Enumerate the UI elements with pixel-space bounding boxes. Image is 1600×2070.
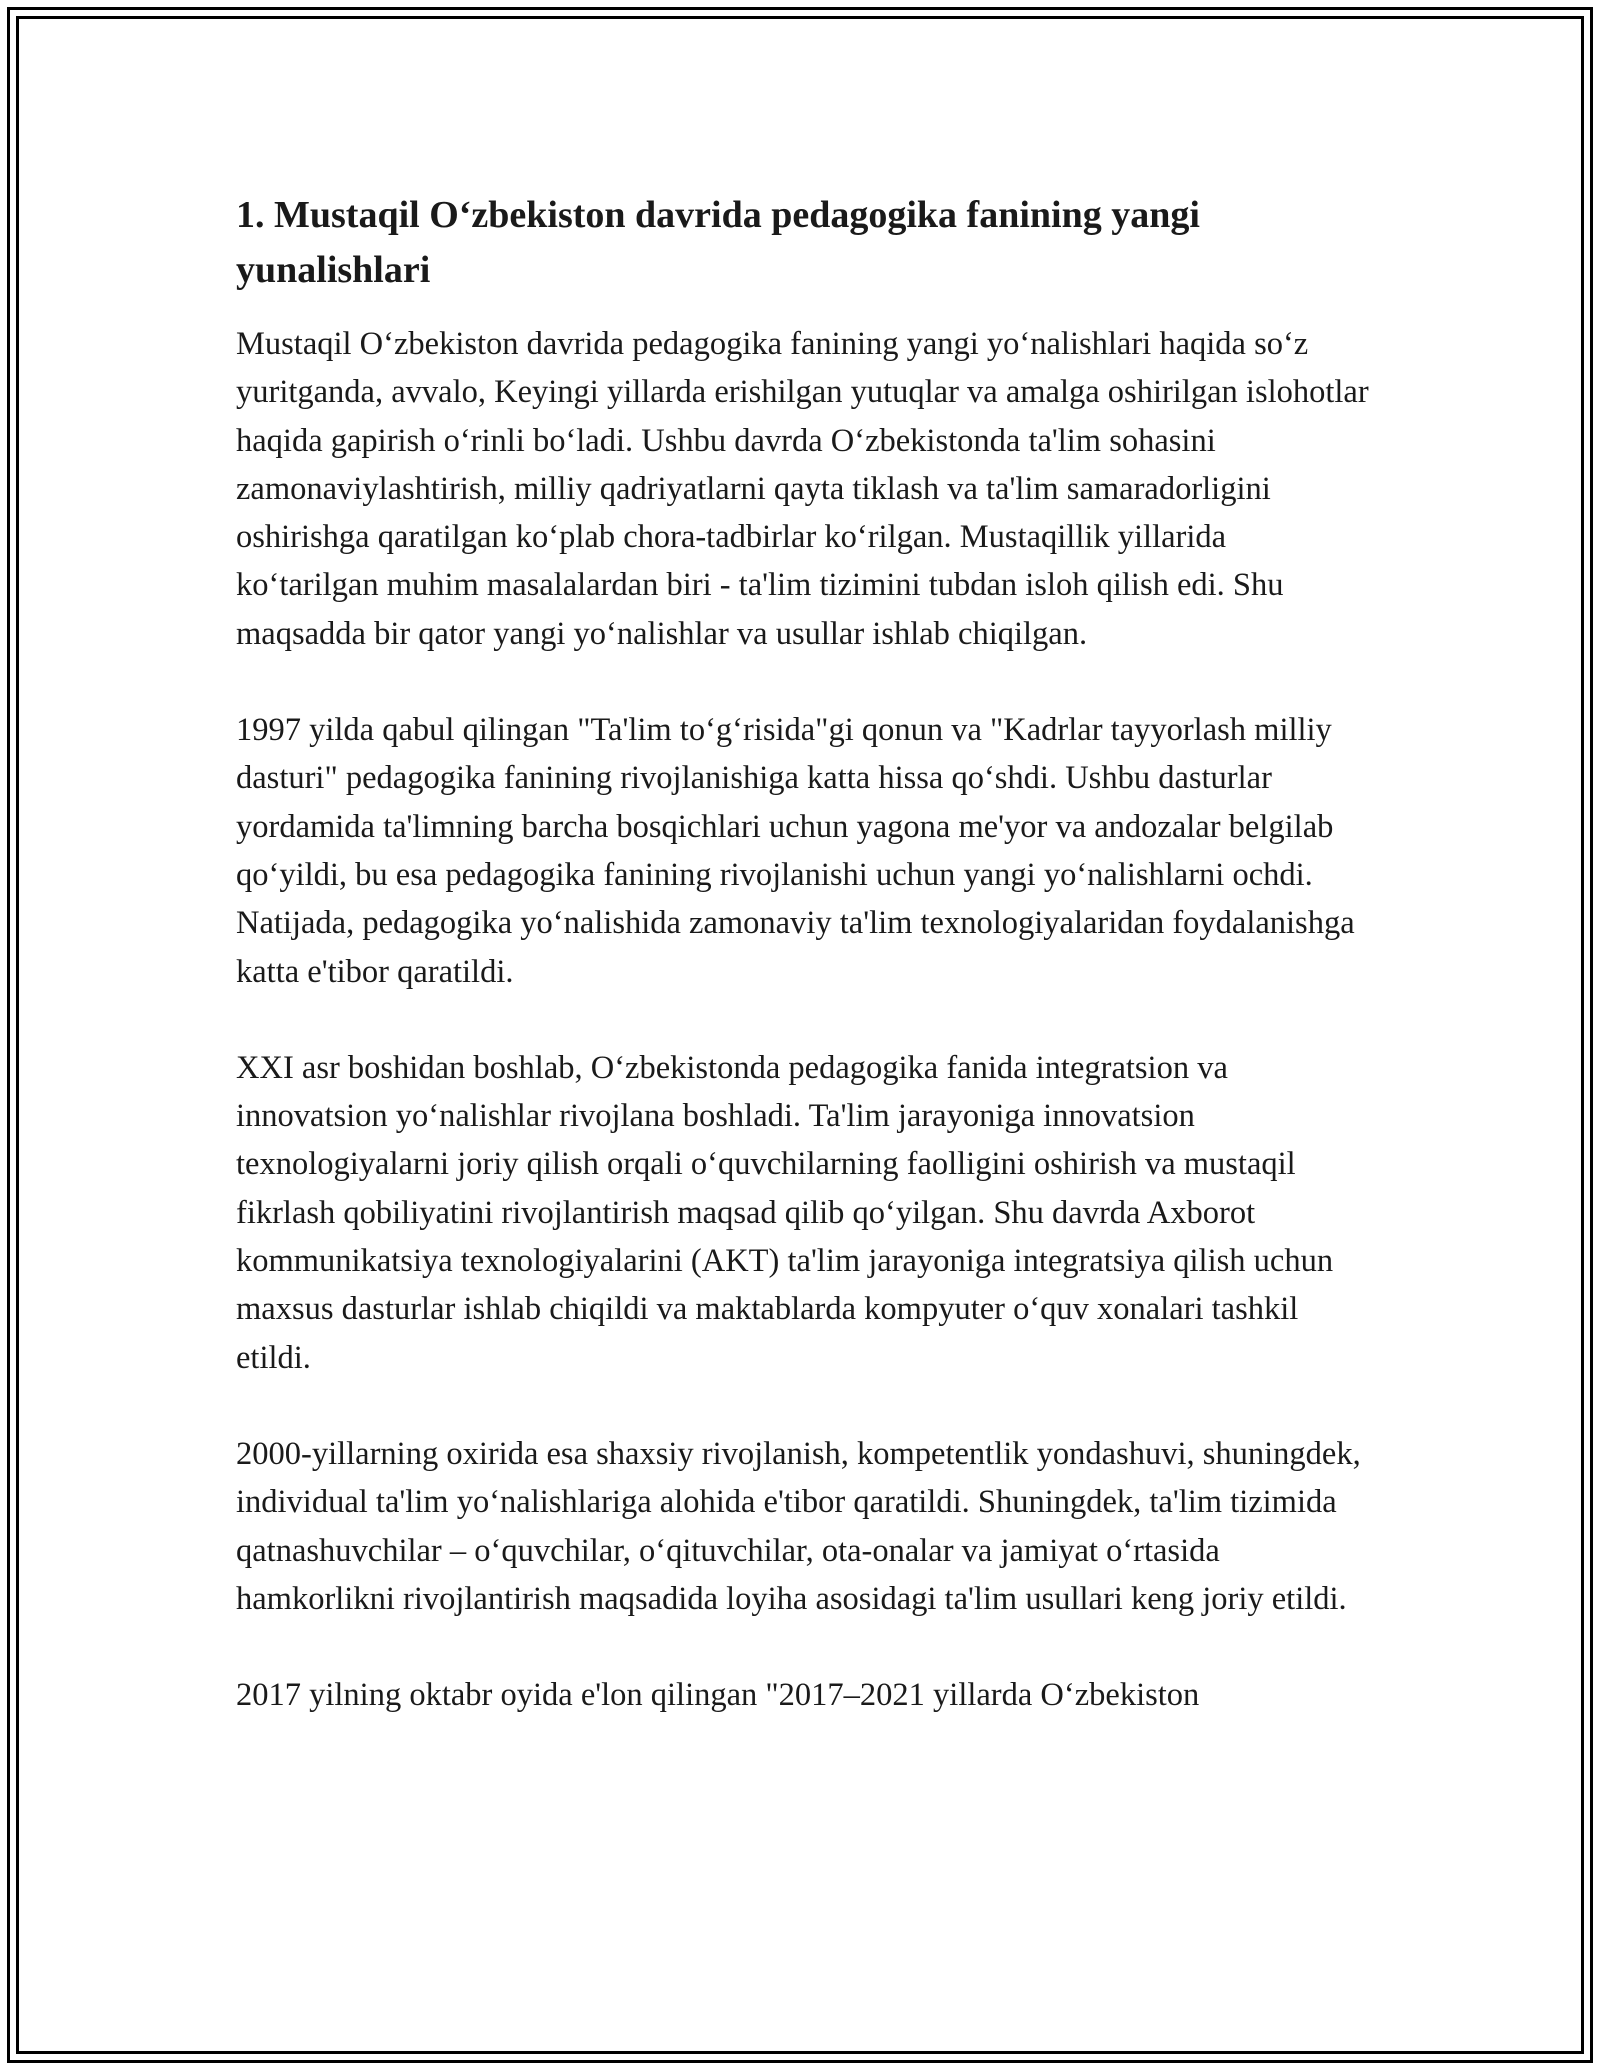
paragraph: 1997 yilda qabul qilingan "Ta'lim to‘g‘risida"gi qonun va "Kadrlar tayyorlash milliy dasturi" pedagogika fanining rivojlanishiga katta hissa qo‘shdi. Ushbu dasturlar yordamida ta'limning barcha bosqichlari uchun yagona me'yor va andozalar belgilab qo‘yildi, bu esa pedagogika fanining rivojlanishi uchun yangi yo‘nalishlarni ochdi. Natijada, pedagogika yo‘nalishida zamonaviy ta'lim texnologiyalaridan foydalanishga katta e'tibor qaratildi. (236, 712, 1355, 990)
paragraph: Mustaqil O‘zbekiston davrida pedagogika fanining yangi yo‘nalishlari haqida so‘z yuritganda, avvalo, Keyingi yillarda erishilgan yutuqlar va amalga oshirilgan islohotlar haqida gapirish o‘rinli bo‘ladi. Ushbu davrda O‘zbekistonda ta'lim sohasini zamonaviylashtirish, milliy qadriyatlarni qayta tiklash va ta'lim samaradorligini oshirishga qaratilgan ko‘plab chora-tadbirlar ko‘rilgan. Mustaqillik yillarida ko‘tarilgan muhim masalalardan biri - ta'lim tizimini tubdan isloh qilish edi. Shu maqsadda bir qator yangi yo‘nalishlar va usullar ishlab chiqilgan. (236, 326, 1369, 652)
paragraph: 2017 yilning oktabr oyida e'lon qilingan "2017–2021 yillarda O‘zbekiston (236, 1677, 1200, 1714)
document-body (236, 188, 1376, 1767)
paragraph: 2000-yillarning oxirida esa shaxsiy rivojlanish, kompetentlik yondashuvi, shuningdek, individual ta'lim yo‘nalishlariga alohida e'tibor qaratildi. Shuningdek, ta'lim tizimida qatnashuvchilar – o‘quvchilar, o‘qituvchilar, ota-onalar va jamiyat o‘rtasida hamkorlikni rivojlantirish maqsadida loyiha asosidagi ta'lim usullari keng joriy etildi. (236, 1435, 1361, 1617)
paragraph: XXI asr boshidan boshlab, O‘zbekistonda pedagogika fanida integratsion va innovatsion yo‘nalishlar rivojlana boshladi. Ta'lim jarayoniga innovatsion texnologiyalarni joriy qilish orqali o‘quvchilarning faolligini oshirish va mustaqil fikrlash qobiliyatini rivojlantirish maqsad qilib qo‘yilgan. Shu davrda Axborot kommunikatsiya texnologiyalarini (AKT) ta'lim jarayoniga integratsiya qilish uchun maxsus dasturlar ishlab chiqildi va maktablarda kompyuter o‘quv xonalari tashkil etildi. (236, 1049, 1334, 1376)
document-title: 1. Mustaqil O‘zbekiston davrida pedagogika fanining yangi yunalishlari (236, 194, 1200, 291)
